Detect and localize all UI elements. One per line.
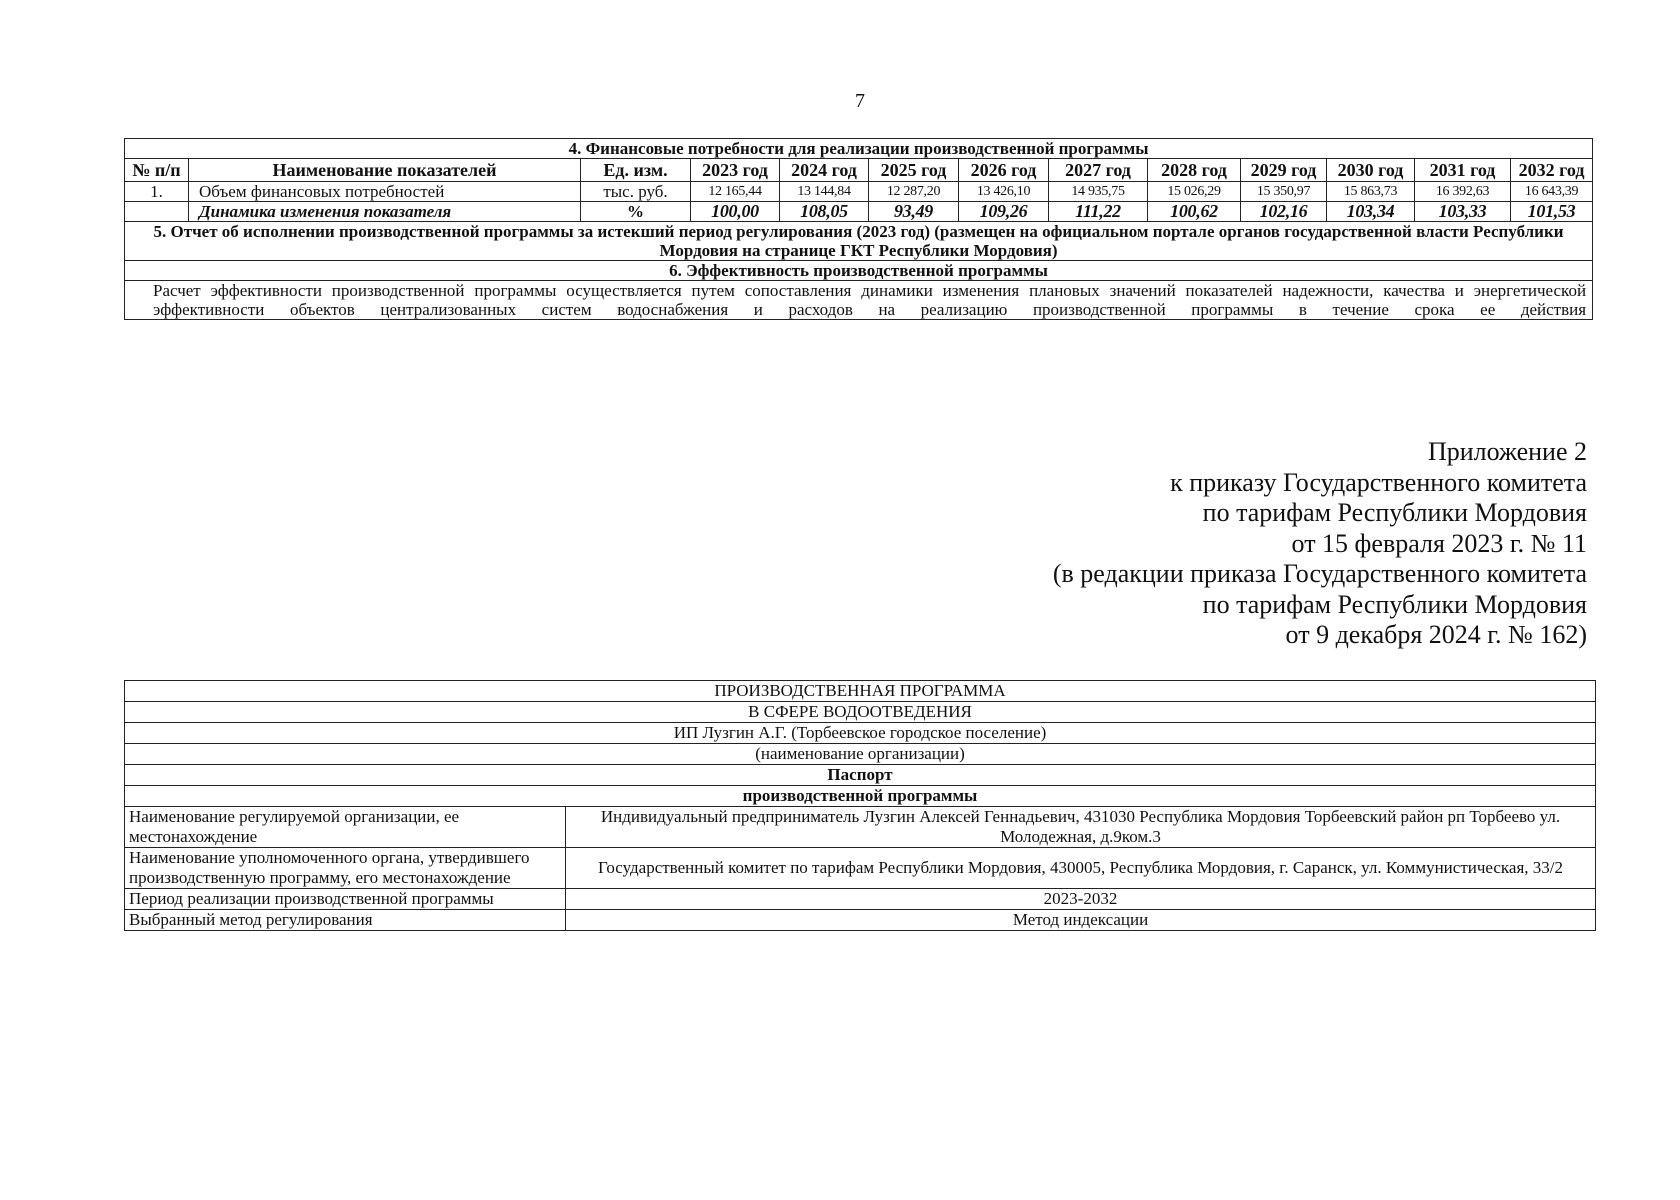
header-year: 2025 год — [869, 159, 959, 182]
header-year: 2027 год — [1049, 159, 1148, 182]
section6-title-row — [125, 261, 1593, 281]
row-value: 13 426,10 — [959, 182, 1049, 202]
passport-value: Государственный комитет по тарифам Республики Мордовия, 430005, Республика Мордовия, г. Саранск, ул. Коммунистическая, 33/2 — [566, 848, 1596, 889]
row-value: 102,16 — [1241, 202, 1327, 222]
row-value: 13 144,84 — [780, 182, 869, 202]
appendix-line: (в редакции приказа Государственного комитета — [1052, 559, 1587, 588]
appendix-header — [887, 437, 1587, 651]
row-value: 100,62 — [1148, 202, 1241, 222]
header-year: 2026 год — [959, 159, 1049, 182]
appendix-line: Приложение 2 — [1427, 437, 1587, 466]
financial-title-row — [125, 139, 1593, 159]
section5-report-title: 5. Отчет об исполнении производственной программы за истекший период регулирования (2023 год) (размещен на официальном портале органов государственной власти Республики Мордовия на странице ГКТ Республики Мордовия) — [125, 222, 1593, 261]
table-row — [125, 807, 1596, 848]
table-row — [125, 182, 1593, 202]
appendix-line: к приказу Государственного комитета — [1170, 467, 1587, 497]
row-value: 111,22 — [1049, 202, 1148, 222]
header-unit: Ед. изм. — [581, 159, 691, 182]
section6-text: Расчет эффективности производственной программы осуществляется путем сопоставления динамики изменения плановых значений показателей надежности, качества и энергетической эффективности объектов централизованных систем водоснабжения и расходов на реализацию производственной программы в течение срока ее действия — [125, 281, 1593, 320]
financial-header-row — [125, 159, 1593, 182]
header-year: 2032 год — [1511, 159, 1593, 182]
passport-label: Период реализации производственной программы — [125, 889, 566, 910]
financial-needs-table — [124, 138, 1593, 320]
passport-label: Наименование уполномоченного органа, утвердившего производственную программу, его местонахождение — [125, 848, 566, 889]
row-unit: % — [581, 202, 691, 222]
page-number: 7 — [855, 90, 865, 112]
passport-value: 2023-2032 — [566, 889, 1596, 910]
row-value: 12 165,44 — [691, 182, 780, 202]
appendix-line: от 9 декабря 2024 г. № 162) — [1285, 620, 1587, 649]
row-value: 16 392,63 — [1415, 182, 1511, 202]
header-number: № п/п — [125, 159, 189, 182]
section6-title: 6. Эффективность производственной программы — [125, 261, 1593, 281]
section5-row — [125, 222, 1593, 261]
section6-text-row — [125, 281, 1593, 320]
table-row — [125, 202, 1593, 222]
passport-title: Паспорт — [125, 765, 1596, 786]
row-unit: тыс. руб. — [581, 182, 691, 202]
row-indicator-name: Объем финансовых потребностей — [189, 182, 581, 202]
table-row — [125, 910, 1596, 931]
program-sphere: В СФЕРЕ ВОДООТВЕДЕНИЯ — [125, 702, 1596, 723]
row-value: 109,26 — [959, 202, 1049, 222]
program-organization-caption: (наименование организации) — [125, 744, 1596, 765]
row-value: 16 643,39 — [1511, 182, 1593, 202]
passport-label: Наименование регулируемой организации, ее местонахождение — [125, 807, 566, 848]
row-value: 15 350,97 — [1241, 182, 1327, 202]
row-number: 1. — [125, 182, 189, 202]
passport-label: Выбранный метод регулирования — [125, 910, 566, 931]
appendix-line: по тарифам Республики Мордовия — [1202, 589, 1587, 619]
row-value: 93,49 — [869, 202, 959, 222]
program-title: ПРОИЗВОДСТВЕННАЯ ПРОГРАММА — [125, 681, 1596, 702]
passport-value: Индивидуальный предприниматель Лузгин Алексей Геннадьевич, 431030 Республика Мордовия Торбеевский район рп Торбеево ул. Молодежная, д.9ком.3 — [566, 807, 1596, 848]
row-value: 12 287,20 — [869, 182, 959, 202]
appendix-line: по тарифам Республики Мордовия — [1202, 498, 1587, 527]
header-indicator-name: Наименование показателей — [189, 159, 581, 182]
row-value: 108,05 — [780, 202, 869, 222]
header-year: 2030 год — [1327, 159, 1415, 182]
table-row — [125, 889, 1596, 910]
row-number — [125, 202, 189, 222]
header-year: 2023 год — [691, 159, 780, 182]
row-value: 15 863,73 — [1327, 182, 1415, 202]
production-program-table — [124, 680, 1596, 931]
program-organization: ИП Лузгин А.Г. (Торбеевское городское поселение) — [125, 723, 1596, 744]
row-value: 14 935,75 — [1049, 182, 1148, 202]
header-year: 2024 год — [780, 159, 869, 182]
header-year: 2031 год — [1415, 159, 1511, 182]
passport-subtitle: производственной программы — [125, 786, 1596, 807]
row-value: 103,34 — [1327, 202, 1415, 222]
row-value: 15 026,29 — [1148, 182, 1241, 202]
passport-value: Метод индексации — [566, 910, 1596, 931]
row-value: 103,33 — [1415, 202, 1511, 222]
row-value: 101,53 — [1511, 202, 1593, 222]
row-indicator-name: Динамика изменения показателя — [189, 202, 581, 222]
appendix-line: от 15 февраля 2023 г. № 11 — [1291, 528, 1587, 558]
row-value: 100,00 — [691, 202, 780, 222]
header-year: 2028 год — [1148, 159, 1241, 182]
table-row — [125, 848, 1596, 889]
header-year: 2029 год — [1241, 159, 1327, 182]
financial-section-title: 4. Финансовые потребности для реализации производственной программы — [125, 139, 1593, 159]
